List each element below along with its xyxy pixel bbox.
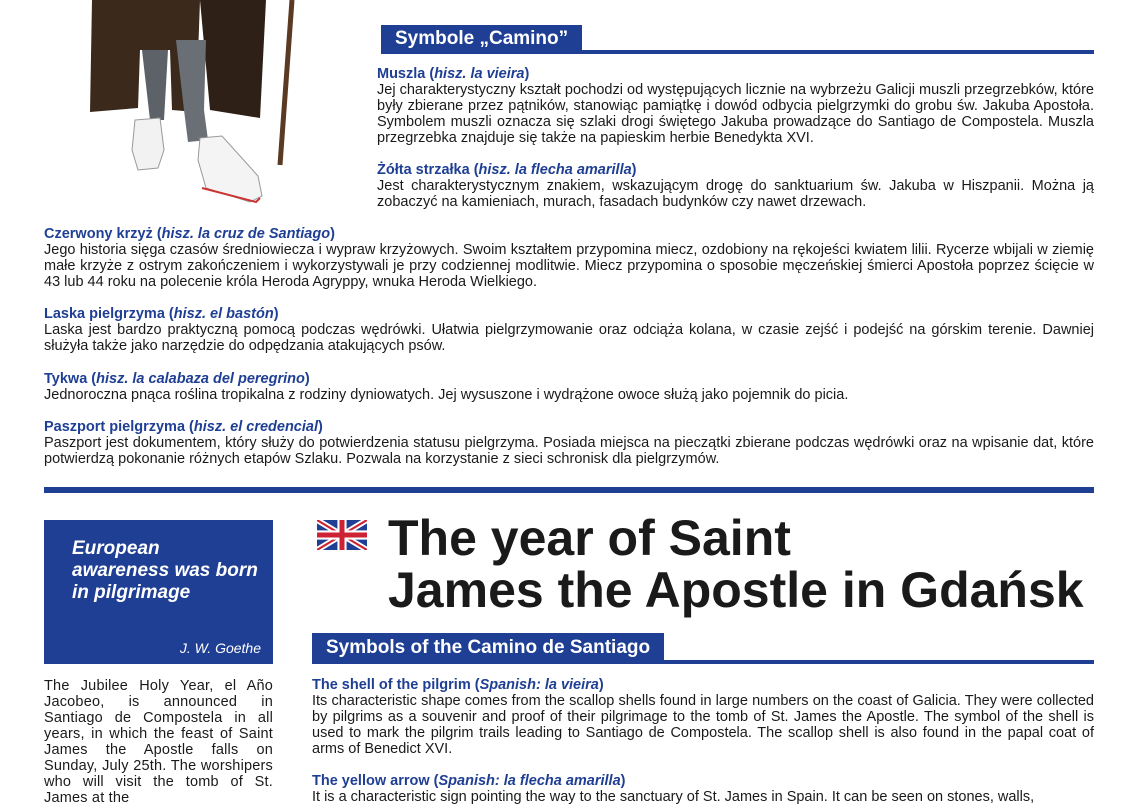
section-divider <box>44 487 1094 493</box>
uk-flag-icon <box>317 520 367 550</box>
entry-term: The yellow arrow (Spanish: la flecha amarilla) <box>312 773 626 789</box>
entry-term: Tykwa (hisz. la calabaza del peregrino) <box>44 371 310 387</box>
entry-term: Żółta strzałka (hisz. la flecha amarilla) <box>377 162 637 178</box>
entry-zolta-strzalka <box>377 162 1094 210</box>
pilgrim-illustration <box>80 0 320 210</box>
entry-term: Laska pielgrzyma (hisz. el bastón) <box>44 306 279 322</box>
page-title: The year of Saint James the Apostle in Gdańsk <box>388 510 1084 618</box>
entry-term: Czerwony krzyż (hisz. la cruz de Santiago) <box>44 226 335 242</box>
entry-term: Paszport pielgrzyma (hisz. el credencial) <box>44 419 323 435</box>
entry-text: Paszport jest dokumentem, który służy do potwierdzenia statusu pielgrzyma. Posiada miejsca na pieczątki zbierane podczas wędrówki oraz na wpisanie dat, które potwierdzą pokonanie różnych etapów Szlaku. Pozwala na korzystanie z sieci schronisk dla pielgrzymów. <box>44 435 1094 467</box>
quote-box <box>44 520 273 664</box>
entry-czerwony-krzyz <box>44 226 1094 290</box>
entry-yellow-arrow <box>312 773 1094 805</box>
quote-author: J. W. Goethe <box>179 640 261 656</box>
entry-text: Jednoroczna pnąca roślina tropikalna z rodziny dyniowatych. Jej wysuszone i wydrążone owoce służą jako pojemnik do picia. <box>44 387 849 403</box>
section-title-symbols-camino: Symbols of the Camino de Santiago <box>312 633 664 663</box>
entry-paszport-pielgrzyma <box>44 419 1094 467</box>
entry-tykwa <box>44 371 1094 403</box>
entry-text: It is a characteristic sign pointing the way to the sanctuary of St. James in Spain. It can be seen on stones, walls, <box>312 789 1035 805</box>
entry-text: Jest charakterystycznym znakiem, wskazującym drogę do sanktuarium św. Jakuba w Hiszpanii. Można ją zobaczyć na kamieniach, murach, fasadach budynków czy nawet drzewach. <box>377 178 1094 210</box>
entry-term: The shell of the pilgrim (Spanish: la vieira) <box>312 677 604 693</box>
entry-muszla <box>377 66 1094 146</box>
entry-shell-of-pilgrim <box>312 677 1094 757</box>
quote-text: European awareness was born in pilgrimage <box>72 538 258 603</box>
entry-text: Its characteristic shape comes from the scallop shells found in large numbers on the coast of Galicia. They were collected by pilgrims as a souvenir and proof of their pilgrimage to the tomb of St. James the Apostle. The symbol of the shell is used to mark the pilgrim trails leading to Santiago de Compostela. The scallop shell is also found in the papal coat of arms of Benedict XVI. <box>312 693 1094 757</box>
entry-text: Jej charakterystyczny kształt pochodzi od występujących licznie na wybrzeżu Galicji muszli przegrzebków, które były zbierane przez pątników, stanowiąc pamiątkę i dowód odbycia pielgrzymki do grobu św. Jakuba Apostoła. Symbolem muszli oznacza się szlaki drogi świętego Jakuba prowadzące do Santiago de Compostela. Muszla przegrzebka znajduje się także na papieskim herbie Benedykta XVI. <box>377 82 1094 146</box>
section-title-symbole-camino: Symbole „Camino” <box>381 25 582 53</box>
intro-text: The Jubilee Holy Year, el Año Jacobeo, is announced in Santiago de Compostela in all years, in which the feast of Saint James the Apostle falls on Sunday, July 25th. The worshipers who will visit the tomb of St. James at the <box>44 678 273 806</box>
entry-term: Muszla (hisz. la vieira) <box>377 66 530 82</box>
entry-text: Laska jest bardzo praktyczną pomocą podczas wędrówki. Ułatwia pielgrzymowanie oraz odciąża kolana, w czasie zejść i podejść na górskim terenie. Dawniej służyła także jako narzędzie do odpędzania atakujących psów. <box>44 322 1094 354</box>
section-rule <box>312 660 1094 664</box>
entry-laska-pielgrzyma <box>44 306 1094 354</box>
section-rule <box>381 50 1094 54</box>
entry-text: Jego historia sięga czasów średniowiecza i wypraw krzyżowych. Swoim kształtem przypomina miecz, ozdobiony na rękojeści kwiatem lilii. Rycerze wbijali w ziemię małe krzyże z ostrym zakończeniem i wykorzystywali je przy codziennej modlitwie. Miecz przypomina o sposobie męczeńskiej śmierci Apostoła poprzez ścięcie w 43 lub 44 roku na polecenie króla Heroda Agryppy, wnuka Heroda Wielkiego. <box>44 242 1094 290</box>
